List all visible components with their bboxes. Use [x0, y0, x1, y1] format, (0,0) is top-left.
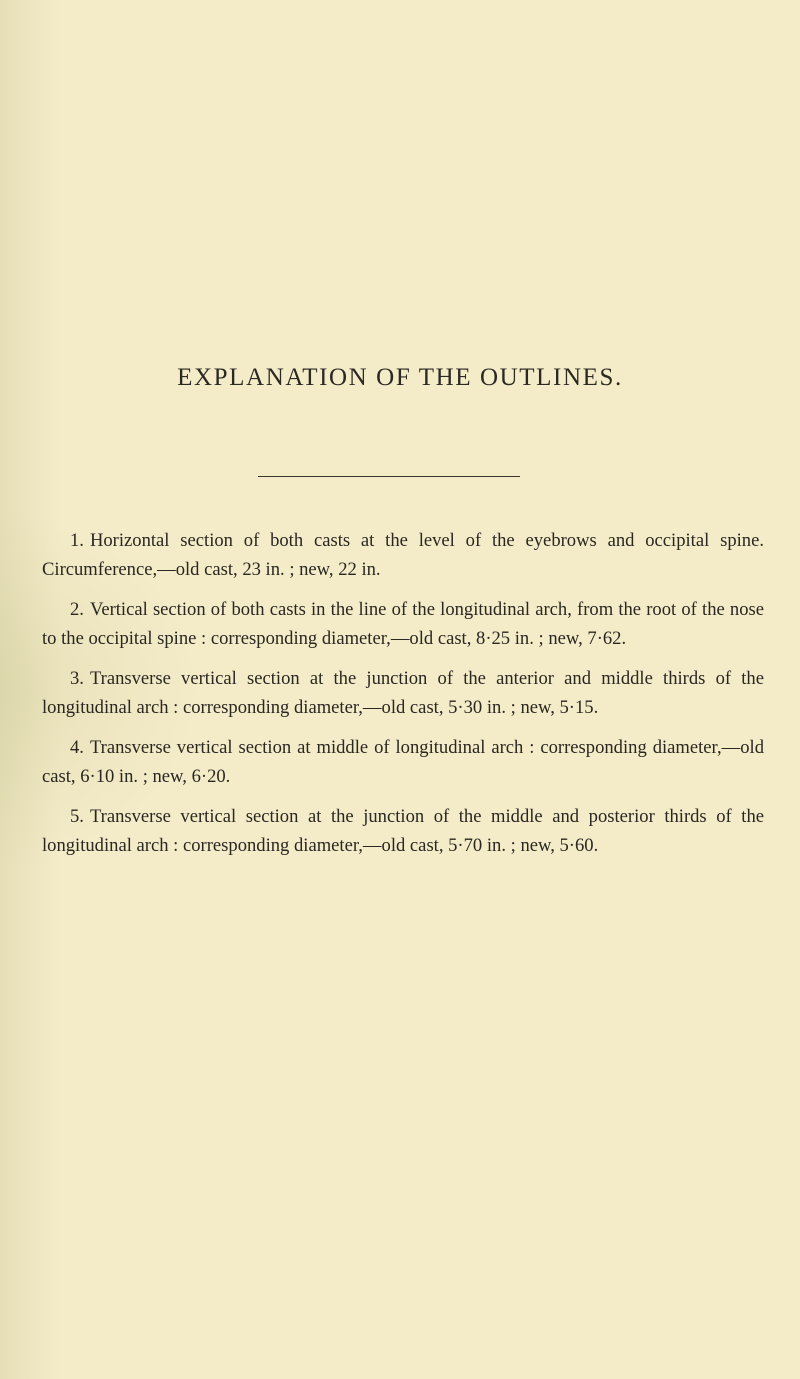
item-number: 5.	[70, 806, 84, 827]
outline-item-2	[42, 596, 764, 653]
item-number: 4.	[70, 737, 84, 758]
outline-list	[42, 527, 764, 872]
item-text: Transverse vertical section at the junction of the anterior and middle thirds of the longitudinal arch : corresponding diameter,—old cast, 5·30 in. ; new, 5·15.	[42, 668, 764, 718]
outline-item-1	[42, 527, 764, 584]
item-number: 2.	[70, 599, 84, 620]
item-text: Horizontal section of both casts at the level of the eyebrows and occipital spine. Circumference,—old cast, 23 in. ; new, 22 in.	[42, 530, 764, 580]
outline-item-4	[42, 734, 764, 791]
item-text: Transverse vertical section at middle of longitudinal arch : corresponding diameter,—old cast, 6·10 in. ; new, 6·20.	[42, 737, 764, 787]
page-title: EXPLANATION OF THE OUTLINES.	[177, 364, 623, 391]
item-text: Transverse vertical section at the junction of the middle and posterior thirds of the longitudinal arch : corresponding diameter,—old cast, 5·70 in. ; new, 5·60.	[42, 806, 764, 856]
item-number: 1.	[70, 530, 84, 551]
item-number: 3.	[70, 668, 84, 689]
outline-item-5	[42, 803, 764, 860]
item-text: Vertical section of both casts in the line of the longitudinal arch, from the root of the nose to the occipital spine : corresponding diameter,—old cast, 8·25 in. ; new, 7·62.	[42, 599, 764, 649]
title-divider	[258, 476, 520, 477]
outline-item-3	[42, 665, 764, 722]
